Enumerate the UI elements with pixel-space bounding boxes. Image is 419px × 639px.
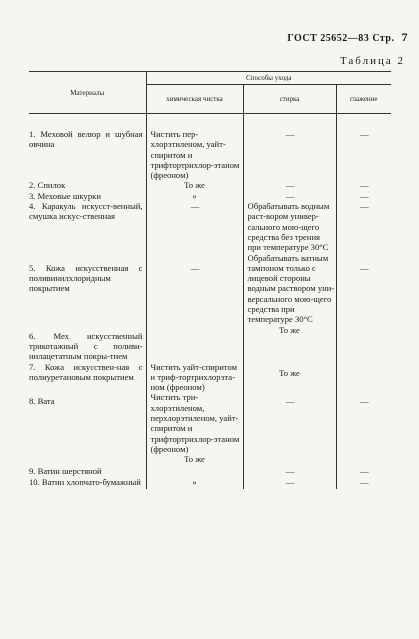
material-cell: 6. Мех искусственный трикотажный с поливи-нилацетатным покры-тием (29, 330, 143, 362)
chemical-cleaning-cell (146, 325, 243, 362)
ironing-cell (336, 362, 391, 393)
ironing-cell: — (336, 253, 391, 325)
washing-cell: — (243, 114, 336, 181)
table-row (29, 392, 391, 454)
care-methods-table (29, 71, 391, 489)
chemical-cleaning-cell: — (146, 201, 243, 252)
ironing-cell: — (336, 454, 391, 476)
table-title: Таблица 2 (339, 55, 405, 67)
washing-cell: — (243, 180, 336, 190)
table-row (29, 253, 391, 325)
page-label: Стр. (372, 33, 395, 44)
page-number: 7 (401, 30, 408, 44)
ironing-cell: — (336, 477, 391, 489)
table-row (29, 477, 391, 489)
materials-header: Материалы (29, 72, 146, 114)
chemical-cleaning-cell: Чистить пер-хлорэтиленом, уайт-спиритом и трифтортрихлор-этаном (фреоном) (146, 114, 243, 181)
standard-number: ГОСТ 25652—83 (287, 33, 370, 44)
table-row (29, 201, 391, 252)
washing-cell: Обрабатывать ватным тампоном только с лицевой стороны водным раствором уни-версального мою-щего средства при температуре 30°С (243, 253, 336, 325)
ironing-cell: — (336, 392, 391, 454)
washing-cell: — (243, 191, 336, 201)
chemical-cleaning-cell: » (146, 477, 243, 489)
material-cell: 4. Каракуль искусст-венный, смушка искус-ственная (29, 201, 143, 222)
table-row (29, 362, 391, 393)
care-methods-header: Способы ухода (146, 72, 391, 85)
material-cell: 3. Меховые шкурки (29, 190, 101, 201)
chemical-cleaning-header: химическая чистка (146, 85, 243, 114)
washing-cell: То же (243, 325, 336, 362)
chemical-cleaning-cell: — (146, 253, 243, 325)
washing-cell: — (243, 454, 336, 476)
ironing-cell: — (336, 201, 391, 252)
washing-cell: Обрабатывать водным раст-вором универ-сального мою-щего средства без трения при температуре 30°С (243, 201, 336, 252)
table-row (29, 191, 391, 201)
page-header (0, 30, 408, 45)
material-cell: 7. Кожа искусствен-ная с полиуретановым покрытием (29, 361, 143, 382)
washing-header: стирка (243, 85, 336, 114)
material-cell: 1. Меховой велюр и шубная овчина (29, 129, 143, 150)
chemical-cleaning-cell: Чистить три-хлорэтиленом, перхлорэтиленом, уайт-спиритом и трифтортрихлор-этаном (фреоном) (146, 392, 243, 454)
washing-cell: — (243, 477, 336, 489)
ironing-cell (336, 325, 391, 362)
ironing-header: глажение (336, 85, 391, 114)
table-row (29, 114, 391, 181)
washing-cell: То же (243, 362, 336, 393)
chemical-cleaning-cell: То же (146, 454, 243, 476)
washing-cell: — (243, 392, 336, 454)
chemical-cleaning-cell: Чистить уайт-спиритом и триф-тортрихлорэта-ном (фреоном) (146, 362, 243, 393)
material-cell: 8. Вата (29, 396, 55, 407)
ironing-cell: — (336, 191, 391, 201)
table-row (29, 325, 391, 362)
material-cell: 10. Ватин хлопчато-бумажный (29, 476, 141, 487)
chemical-cleaning-cell: » (146, 191, 243, 201)
material-cell: 2. Спилок (29, 180, 66, 191)
ironing-cell: — (336, 180, 391, 190)
material-cell: 5. Кожа искусственная с поливинилхлоридным покрытием (29, 262, 143, 294)
ironing-cell: — (336, 114, 391, 181)
table-row (29, 180, 391, 190)
table-row (29, 454, 391, 476)
material-cell: 9. Ватин шерстяной (29, 466, 102, 477)
chemical-cleaning-cell: То же (146, 180, 243, 190)
